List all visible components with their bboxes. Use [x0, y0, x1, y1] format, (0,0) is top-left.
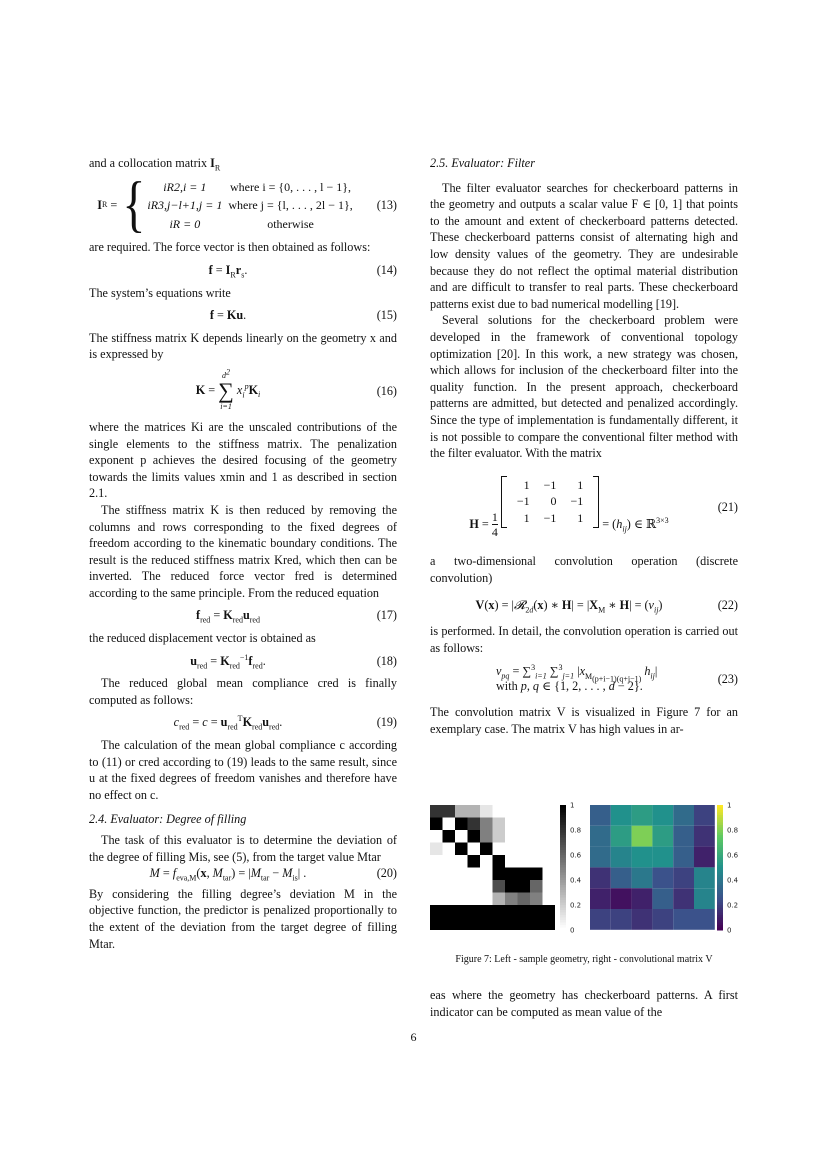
convolution-cell — [673, 888, 694, 909]
geometry-cell — [480, 830, 493, 843]
geometry-cell — [518, 805, 531, 818]
geometry-cell — [505, 843, 518, 856]
convolution-cell — [652, 805, 673, 826]
equation-number: (13) — [376, 198, 397, 213]
geometry-cell — [455, 855, 468, 868]
geometry-cell — [455, 805, 468, 818]
geometry-cell — [468, 805, 481, 818]
convolution-cell — [694, 867, 715, 888]
convolution-cell — [611, 867, 632, 888]
colorbar-segment — [560, 928, 566, 931]
geometry-cell — [530, 830, 543, 843]
case-cond: where j = {l, . . . , 2l − 1}, — [228, 198, 353, 213]
geometry-cell — [493, 805, 506, 818]
geometry-cell — [493, 893, 506, 906]
convolution-cell — [652, 888, 673, 909]
geometry-cell — [505, 880, 518, 893]
paragraph: The task of this evaluator is to determine the deviation of the degree of filling Mis, see (5), from the target value Mtar — [89, 833, 397, 864]
convolution-matrix-image — [590, 805, 715, 930]
geometry-cell — [468, 818, 481, 831]
equation-22: V(x) = |𝓡$_{2d}$(x) ∗ $H| = |X_M$ ∗ $H| = (v_{ij})$ (22) — [475, 597, 738, 615]
left-column — [89, 155, 397, 952]
equation-16: K = $d^2$ ∑ i=1 $x_i^pK_i$ (16) — [195, 367, 397, 411]
colorbar-tick-label: 0.4 — [727, 876, 738, 885]
geometry-cell — [430, 918, 443, 931]
paragraph: is performed. In detail, the convolution operation is carried out as follows: — [430, 624, 738, 655]
geometry-cell — [505, 830, 518, 843]
paragraph: The stiffness matrix K depends linearly on the geometry x and is expressed by — [89, 330, 397, 362]
geometry-cell — [543, 893, 556, 906]
geometry-cell — [468, 843, 481, 856]
geometry-cell — [443, 843, 456, 856]
geometry-cell — [530, 893, 543, 906]
paragraph: are required. The force vector is then obtained as follows: — [89, 240, 371, 255]
geometry-cell — [480, 880, 493, 893]
page-number: 6 — [410, 1030, 417, 1044]
geometry-cell — [493, 818, 506, 831]
paragraph: The calculation of the mean global compliance c according to (11) or cred according to (19) leads to the same result, since u at the fixed degrees of freedom vanishes and therefore have no effect on c. — [89, 738, 397, 802]
convolution-cell — [652, 826, 673, 847]
geometry-cell — [505, 868, 518, 881]
geometry-cell — [480, 918, 493, 931]
geometry-cell — [468, 918, 481, 931]
geometry-cell — [518, 843, 531, 856]
geometry-cell — [518, 830, 531, 843]
convolution-cell — [632, 909, 653, 930]
geometry-cell — [443, 818, 456, 831]
geometry-cell — [543, 855, 556, 868]
right-column-bottom — [430, 987, 738, 1020]
geometry-cell — [518, 905, 531, 918]
geometry-cell — [543, 805, 556, 818]
case-expr: iR3,j−l+1,j = 1 — [147, 198, 223, 213]
geometry-cell — [505, 818, 518, 831]
geometry-cell — [518, 880, 531, 893]
geometry-cell — [430, 855, 443, 868]
geometry-cell — [430, 805, 443, 818]
geometry-cell — [518, 868, 531, 881]
geometry-cell — [468, 830, 481, 843]
geometry-cell — [455, 880, 468, 893]
geometry-cell — [455, 893, 468, 906]
geometry-cell — [518, 918, 531, 931]
convolution-cell — [673, 847, 694, 868]
geometry-cell — [543, 818, 556, 831]
equation-17: $f_{red} = K_{red}u_{red}$ (17) — [196, 608, 397, 625]
case-expr: iR2,i = 1 — [163, 179, 207, 194]
geometry-cell — [530, 855, 543, 868]
equation-15: f = Ku. (15) — [209, 308, 397, 323]
geometry-cell — [480, 905, 493, 918]
geometry-cell — [430, 880, 443, 893]
paragraph: By considering the filling degree’s deviation M in the objective function, the predictor is penalized proportionally to the extent of the deviation from the target degree of filling Mtar. — [89, 886, 397, 951]
geometry-cell — [455, 905, 468, 918]
convolution-cell — [590, 867, 611, 888]
convolution-cell — [652, 867, 673, 888]
geometry-cell — [443, 905, 456, 918]
convolution-cell — [590, 847, 611, 868]
filter-matrix: 1 −1 1 −1 0 −1 1 −1 1 — [516, 477, 584, 525]
convolution-cell — [590, 826, 611, 847]
convolution-cell — [694, 847, 715, 868]
section-heading: 2.4. Evaluator: Degree of filling — [89, 812, 247, 827]
figure-7 — [430, 802, 738, 972]
geometry-cell — [505, 918, 518, 931]
geometry-cell — [530, 905, 543, 918]
right-column — [430, 155, 738, 738]
geometry-cell — [468, 893, 481, 906]
convolution-cell — [611, 888, 632, 909]
geometry-cell — [530, 880, 543, 893]
geometry-cell — [443, 893, 456, 906]
geometry-cell — [505, 855, 518, 868]
convolution-cell — [611, 805, 632, 826]
convolution-cell — [632, 805, 653, 826]
convolution-cell — [590, 888, 611, 909]
geometry-cell — [543, 868, 556, 881]
colorbar-tick-label: 0.6 — [727, 851, 738, 860]
intro-text: and a collocation matrix $I_R$ — [89, 156, 221, 173]
geometry-cell — [443, 830, 456, 843]
convolution-cell — [694, 888, 715, 909]
convolution-cell — [590, 805, 611, 826]
paragraph: where the matrices Ki are the unscaled contributions of the single elements to the stiffness matrix. The penalization exponent p achieves the desired focusing of the geometry towards the limits values xmin and 1 as described in section 2.1. — [89, 419, 397, 501]
geometry-cell — [530, 843, 543, 856]
convolution-cell — [694, 826, 715, 847]
convolution-cell — [632, 826, 653, 847]
case-cond: where i = {0, . . . , l − 1}, — [230, 179, 352, 194]
convolution-cell — [652, 847, 673, 868]
geometry-cell — [493, 918, 506, 931]
geometry-cell — [455, 918, 468, 931]
geometry-cell — [430, 830, 443, 843]
convolution-cell — [673, 805, 694, 826]
convolution-cell — [673, 867, 694, 888]
convolution-cell — [611, 909, 632, 930]
colorbar-tick-label: 0.4 — [570, 876, 582, 885]
paragraph: The reduced global mean compliance cred is finally computed as follows: — [89, 676, 397, 707]
geometry-cell — [430, 843, 443, 856]
geometry-cell — [430, 868, 443, 881]
convolution-cell — [694, 805, 715, 826]
equation-21: H = $\frac{1}{4}$ 1 −1 1 −1 0 −1 1 −1 1 = $(h_{ij})$ ∈ ℝ$^{3\times 3}$ (21) — [430, 476, 738, 540]
colorbar-segment — [717, 928, 723, 931]
convolution-cell — [652, 909, 673, 930]
section-heading: 2.5. Evaluator: Filter — [430, 156, 535, 170]
equation-14: $f = I_Rr_s$. (14) — [208, 262, 397, 280]
geometry-cell — [430, 818, 443, 831]
geometry-cell — [480, 893, 493, 906]
equation-13: I R = { iR2,i = 1 where i = {0, . . . , l − 1}, iR3,j−l+1,j = 1 where j = {l, . . . , 2l − 1}, iR = 0 otherwise (13) — [97, 170, 397, 240]
equation-18: $u_{red} = K_{red}^{-1}f_{red}$. (18) — [190, 652, 397, 671]
geometry-cell — [493, 880, 506, 893]
case-expr: iR = 0 — [169, 216, 201, 231]
geometry-cell — [543, 905, 556, 918]
equation-20: $M = f_{eva,M}(x$, $M_{tar}) = |M_{tar} - M_{is}|$ . (20) — [149, 866, 397, 883]
geometry-cell — [543, 843, 556, 856]
geometry-cell — [543, 830, 556, 843]
geometry-cell — [480, 805, 493, 818]
geometry-cell — [493, 830, 506, 843]
geometry-cell — [530, 805, 543, 818]
geometry-cell — [468, 868, 481, 881]
geometry-cell — [505, 893, 518, 906]
geometry-cell — [480, 868, 493, 881]
geometry-cell — [443, 868, 456, 881]
convolution-cell — [673, 909, 694, 930]
paragraph: Several solutions for the checkerboard problem were developed in the framework of conventional topology optimization [20]. In this work, a new strategy was chosen, which allows for inclusion of the checkerboard filter into the quality function. In the present approach, checkerboard patterns are admitted, but detected and penalized accordingly. Since the type of implementation is fundamentally different, it is not possible to compare the conventional filter method with the filter evaluator. With the matrix — [430, 313, 738, 461]
convolution-cell — [694, 909, 715, 930]
colorbar-tick-label: 0.2 — [570, 901, 582, 910]
sample-geometry-image — [430, 805, 555, 930]
geometry-cell — [468, 905, 481, 918]
geometry-cell — [505, 805, 518, 818]
paragraph: The system’s equations write — [89, 285, 231, 300]
equation-23: $v_{pq} = \sum^3_{i=1}$ ∑$^3_{j=1}$ $|x_{M_{(p+i-1)(q+j-1)}}$ $h_{ij}|$ with p, q ∈ {1, 2, . . . , d − 2}. (23) — [496, 663, 738, 694]
geometry-cell — [518, 855, 531, 868]
convolution-cell — [632, 867, 653, 888]
grayscale-colorbar — [560, 802, 582, 935]
convolution-cell — [673, 826, 694, 847]
geometry-cell — [480, 843, 493, 856]
geometry-cell — [455, 818, 468, 831]
geometry-cell — [443, 918, 456, 931]
geometry-cell — [480, 818, 493, 831]
case-cond: otherwise — [267, 216, 314, 231]
geometry-cell — [443, 805, 456, 818]
geometry-cell — [468, 880, 481, 893]
geometry-cell — [493, 843, 506, 856]
paragraph: The stiffness matrix K is then reduced by removing the columns and rows corresponding to the fixed degrees of freedom according to the kinematic boundary conditions. The result is the reduced stiffness matrix Kred, which then can be inverted. The reduced force vector fred is determined according to the same principle. From the reduced equation — [89, 502, 397, 600]
colorbar-tick-label: 0.2 — [727, 901, 738, 910]
colorbar-tick-label: 1 — [570, 802, 575, 810]
geometry-cell — [455, 868, 468, 881]
figure-7-svg — [430, 802, 738, 942]
geometry-cell — [480, 855, 493, 868]
colorbar-tick-label: 0.8 — [727, 826, 738, 835]
convolution-cell — [632, 847, 653, 868]
paragraph: the reduced displacement vector is obtained as — [89, 631, 316, 646]
convolution-cell — [632, 888, 653, 909]
colorbar-tick-label: 0.8 — [570, 826, 582, 835]
equation-19: $c_{red} = c = u_{red}^TK_{red}u_{red}$. (19) — [173, 714, 397, 732]
geometry-cell — [518, 818, 531, 831]
geometry-cell — [430, 905, 443, 918]
geometry-cell — [455, 830, 468, 843]
paragraph: a two-dimensional convolution operation (discrete convolution) — [430, 554, 738, 585]
paragraph: eas where the geometry has checkerboard patterns. A first indicator can be computed as mean value of the — [430, 988, 738, 1019]
geometry-cell — [493, 905, 506, 918]
geometry-cell — [543, 880, 556, 893]
paragraph: The filter evaluator searches for checkerboard patterns in the geometry and outputs a scalar value F ∈ [0, 1] that points to the amount and extent of checkerboard patterns detected. These checkerboard patterns consist of alternating high and low density values of the geometry. They are undesirable because they do not reflect the optimal material distribution and are difficult to transfer to real parts. These checkerboard patterns exist due to bad numerical modelling [19]. — [430, 180, 738, 311]
geometry-cell — [468, 855, 481, 868]
geometry-cell — [455, 843, 468, 856]
colorbar-tick-label: 0 — [570, 926, 575, 935]
viridis-colorbar — [717, 802, 738, 935]
paragraph: The convolution matrix V is visualized in Figure 7 for an exemplary case. The matrix V has high values in ar- — [430, 705, 738, 736]
geometry-cell — [530, 918, 543, 931]
geometry-cell — [443, 855, 456, 868]
geometry-cell — [430, 893, 443, 906]
colorbar-tick-label: 0 — [727, 926, 732, 935]
convolution-cell — [611, 826, 632, 847]
geometry-cell — [493, 868, 506, 881]
geometry-cell — [505, 905, 518, 918]
convolution-cell — [590, 909, 611, 930]
geometry-cell — [543, 918, 556, 931]
geometry-cell — [443, 880, 456, 893]
colorbar-tick-label: 0.6 — [570, 851, 582, 860]
geometry-cell — [518, 893, 531, 906]
figure-caption: Figure 7: Left - sample geometry, right - convolutional matrix V — [455, 954, 713, 965]
geometry-cell — [530, 868, 543, 881]
colorbar-tick-label: 1 — [727, 802, 732, 810]
geometry-cell — [530, 818, 543, 831]
geometry-cell — [493, 855, 506, 868]
convolution-cell — [611, 847, 632, 868]
